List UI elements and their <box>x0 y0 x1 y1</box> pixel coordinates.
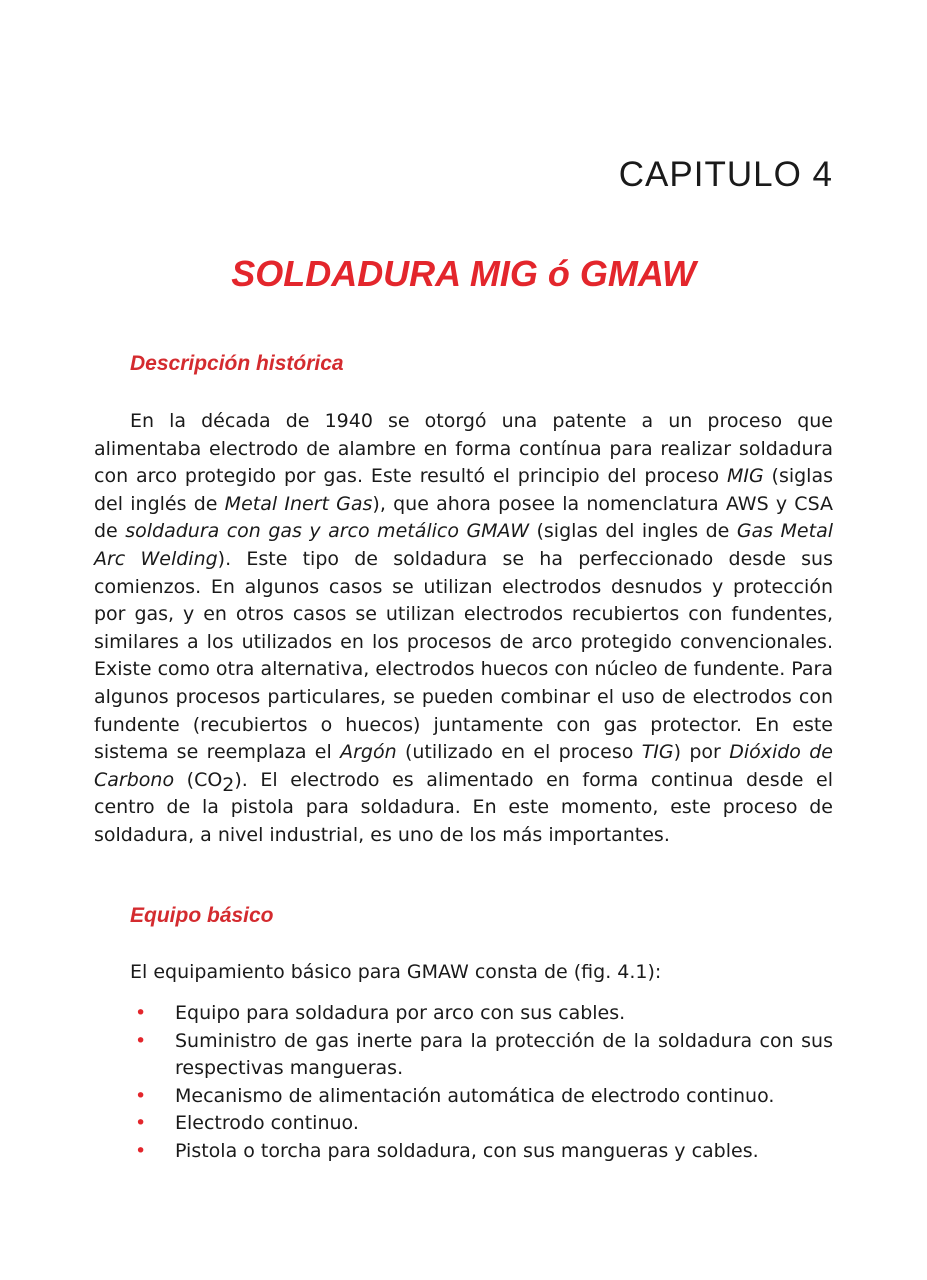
text-run: (CO <box>174 768 223 791</box>
italic-term: Metal Inert Gas <box>224 492 373 515</box>
list-item-text: Electrodo continuo. <box>175 1112 359 1135</box>
list-item <box>94 1138 833 1166</box>
text-run: ) por <box>673 741 730 764</box>
bullet-icon: • <box>135 1002 147 1024</box>
section-heading-historical: Descripción histórica <box>130 352 344 375</box>
list-item <box>94 1000 833 1028</box>
bullet-icon: • <box>135 1112 147 1135</box>
list-item <box>94 1083 833 1111</box>
italic-term: Argón <box>340 741 397 764</box>
equipment-intro: El equipamiento básico para GMAW consta de (fig. 4.1): <box>130 961 662 983</box>
text-run: ), que ahora posee la nomenclatura AWS y CSA de <box>94 492 833 543</box>
text-run: ). Este tipo de soldadura se ha perfeccionado desde sus comienzos. En algunos casos se utilizan electrodos desnudos y protección por gas, y en otros casos se utilizan electrodos recubiertos con fundentes, similares a los utilizados en los procesos de arco protegido convencionales. Existe como otra alternativa, electrodos huecos con núcleo de fundente. Para algunos procesos particulares, se pueden combinar el uso de electrodos con fundente (recubiertos o huecos) juntamente con gas protector. En este sistema se reemplaza el <box>94 547 833 764</box>
italic-term: Gas Metal Arc Welding <box>94 520 833 570</box>
bullet-icon: • <box>135 1084 147 1107</box>
list-item-text: Pistola o torcha para soldadura, con sus mangueras y cables. <box>175 1139 759 1162</box>
text-run: (siglas del inglés de <box>94 465 834 515</box>
historical-paragraph <box>94 408 833 850</box>
text-run: (siglas del ingles de <box>529 520 737 543</box>
list-item-text: Suministro de gas inerte para la protección de la soldadura con sus respectivas mangueras. <box>175 1029 833 1080</box>
bullet-icon: • <box>135 1029 147 1052</box>
bullet-icon: • <box>135 1139 147 1162</box>
italic-term: MIG <box>726 465 764 488</box>
section-heading-equipment: Equipo básico <box>130 904 274 927</box>
italic-term: Dióxido de Carbono <box>94 741 833 791</box>
text-run: ). El electrodo es alimentado en forma continua desde el centro de la pistola para soldadura. En este momento, este proceso de soldadura, a nivel industrial, es uno de los más importantes. <box>94 768 833 846</box>
italic-term: TIG <box>641 741 674 764</box>
text-run: En la década de 1940 se otorgó una patente a un proceso que alimentaba electrodo de alambre en forma contínua para realizar soldadura con arco protegido por gas. Este resultó el principio del proceso <box>94 410 833 488</box>
chapter-title: SOLDADURA MIG ó GMAW <box>231 253 696 294</box>
list-item <box>94 1028 833 1083</box>
list-item-text: Mecanismo de alimentación automática de electrodo continuo. <box>175 1084 775 1107</box>
list-item <box>94 1110 833 1138</box>
list-item-text: Equipo para soldadura por arco con sus cables. <box>175 1002 626 1024</box>
italic-term: soldadura con gas y arco metálico GMAW <box>125 520 530 543</box>
equipment-list <box>94 1000 833 1166</box>
subscript: 2 <box>222 773 235 796</box>
text-run: (utilizado en el proceso <box>396 741 642 764</box>
chapter-label: CAPITULO 4 <box>618 155 833 194</box>
